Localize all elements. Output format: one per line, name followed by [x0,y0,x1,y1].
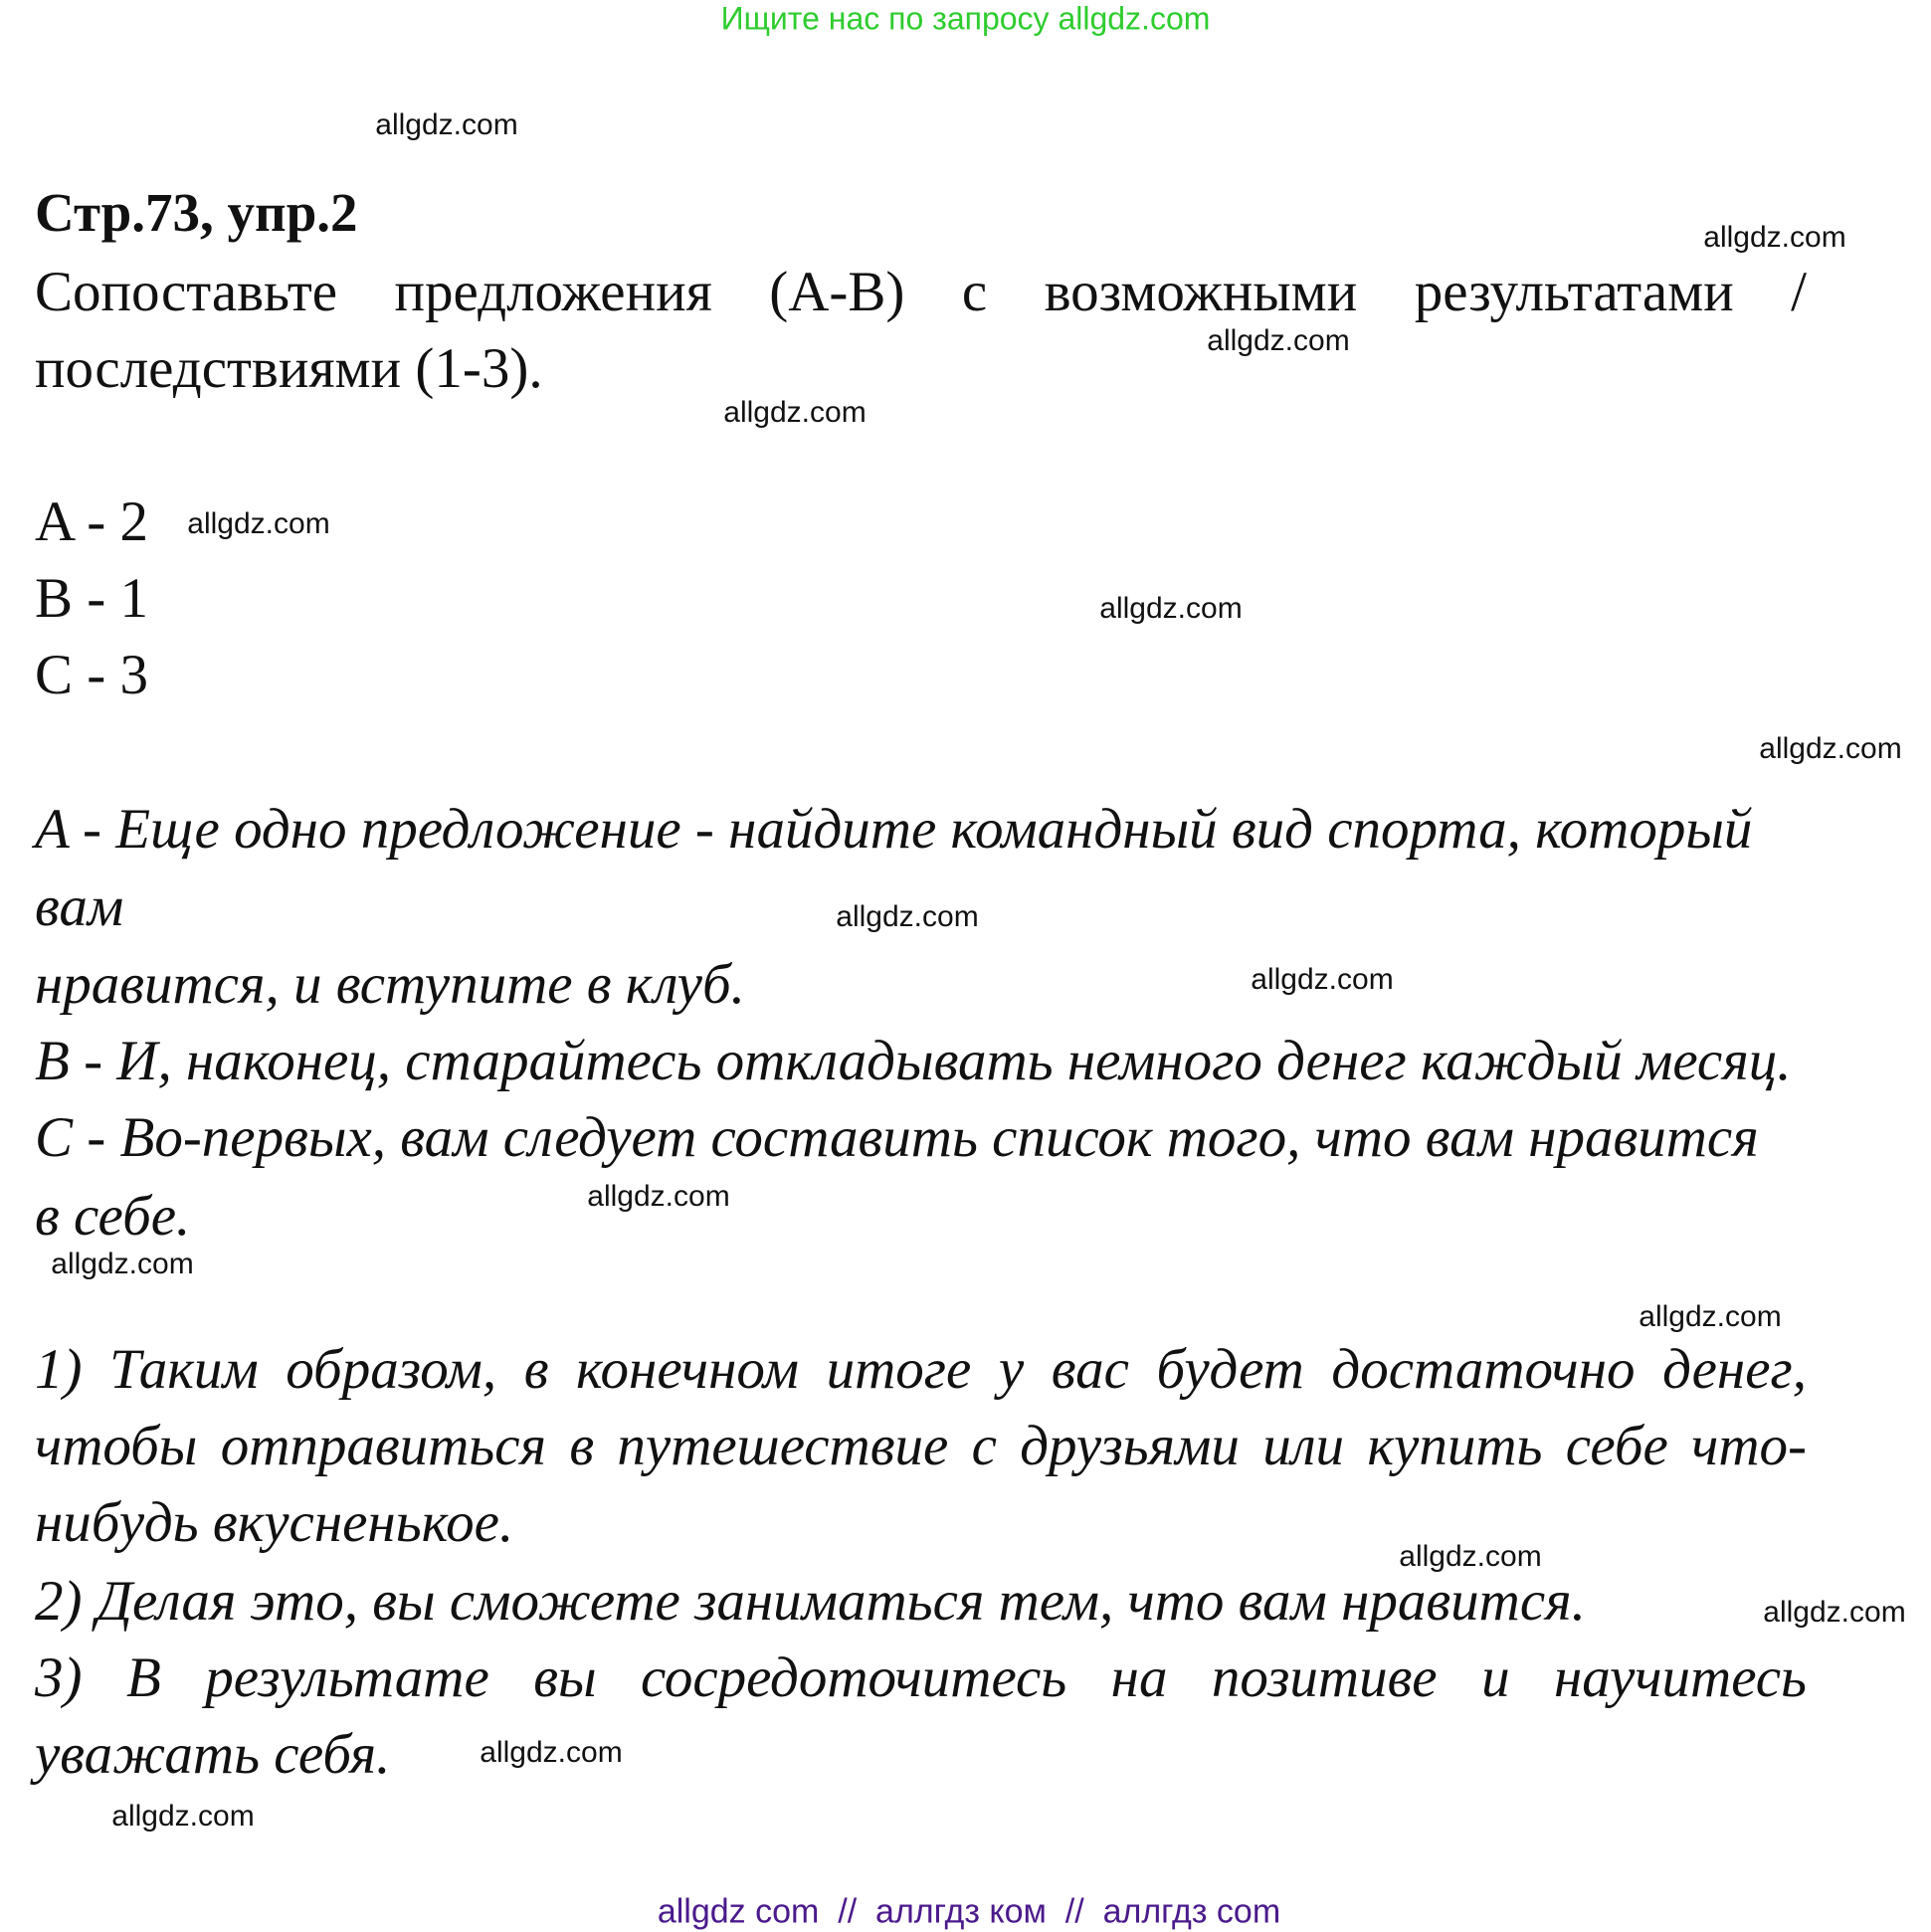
answer-c: C - 3 [35,644,148,706]
watermark: allgdz.com [480,1736,623,1769]
watermark: allgdz.com [1207,324,1350,357]
result-line: чтобы отправиться в путешествие с друзьями или купить себе что- [35,1415,1807,1477]
page-title: Стр.73, упр.2 [35,182,358,243]
task-line-1: Сопоставьте предложения (A-B) с возможными результатами / [35,261,1807,323]
result-line: 3) В результате вы сосредоточитесь на позитиве и научитесь [35,1646,1807,1709]
watermark: allgdz.com [1251,963,1394,996]
sentence-line: B - И, наконец, старайтесь откладывать немного денег каждый месяц. [35,1030,1792,1092]
watermark: allgdz.com [1639,1300,1782,1333]
result-line: уважать себя. [35,1723,391,1786]
watermark: allgdz.com [1759,732,1902,765]
sentence-line: нравится, и вступите в клуб. [35,953,745,1016]
header-banner[interactable]: Ищите нас по запросу allgdz.com [720,0,1211,37]
sentence-line: в себе. [35,1185,191,1248]
watermark: allgdz.com [51,1248,194,1280]
watermark: allgdz.com [1703,221,1846,254]
answer-a: A - 2 [35,490,148,553]
result-line: нибудь вкусненькое. [35,1491,514,1554]
task-line-2: последствиями (1-3). [35,337,543,400]
sentence-line: A - Еще одно предложение - найдите командный вид спорта, который [35,798,1753,861]
watermark: allgdz.com [1399,1540,1542,1573]
watermark: allgdz.com [1099,592,1243,625]
sentence-line: вам [35,875,124,938]
watermark: allgdz.com [587,1180,730,1213]
watermark: allgdz.com [1763,1596,1906,1629]
watermark: allgdz.com [836,900,979,933]
result-line: 2) Делая это, вы сможете заниматься тем, что вам нравится. [35,1570,1586,1633]
watermark: allgdz.com [375,108,518,141]
watermark: allgdz.com [111,1800,255,1833]
answer-b: B - 1 [35,567,148,630]
footer-links[interactable]: allgdz com // аллгдз ком // аллгдз com [657,1892,1281,1931]
watermark: allgdz.com [187,507,330,540]
result-line: 1) Таким образом, в конечном итоге у вас будет достаточно денег, [35,1338,1807,1401]
watermark: allgdz.com [723,396,867,429]
sentence-line: C - Во-первых, вам следует составить список того, что вам нравится [35,1106,1759,1169]
